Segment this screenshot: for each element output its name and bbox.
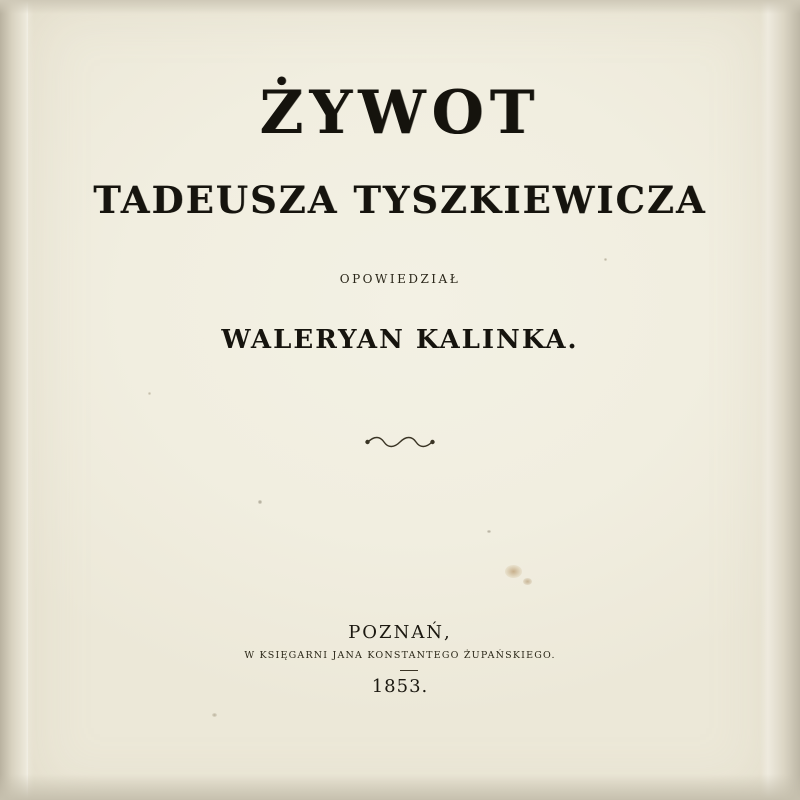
imprint-year: 1853. bbox=[371, 676, 429, 697]
imprint-city: POZNAŃ, bbox=[348, 622, 452, 643]
imprint-divider-rule bbox=[400, 670, 418, 671]
swash-divider-ornament bbox=[28, 432, 772, 458]
author-name: WALERYAN KALINKA. bbox=[221, 325, 579, 355]
page-title: ŻYWOT bbox=[259, 78, 541, 148]
title-page-content bbox=[28, 0, 772, 800]
imprint-publisher: W KSIĘGARNI JANA KONSTANTEGO ŻUPAŃSKIEGO. bbox=[244, 650, 556, 661]
title-subject: TADEUSZA TYSZKIEWICZA bbox=[93, 178, 707, 222]
byline-label: OPOWIEDZIAŁ bbox=[339, 272, 461, 286]
